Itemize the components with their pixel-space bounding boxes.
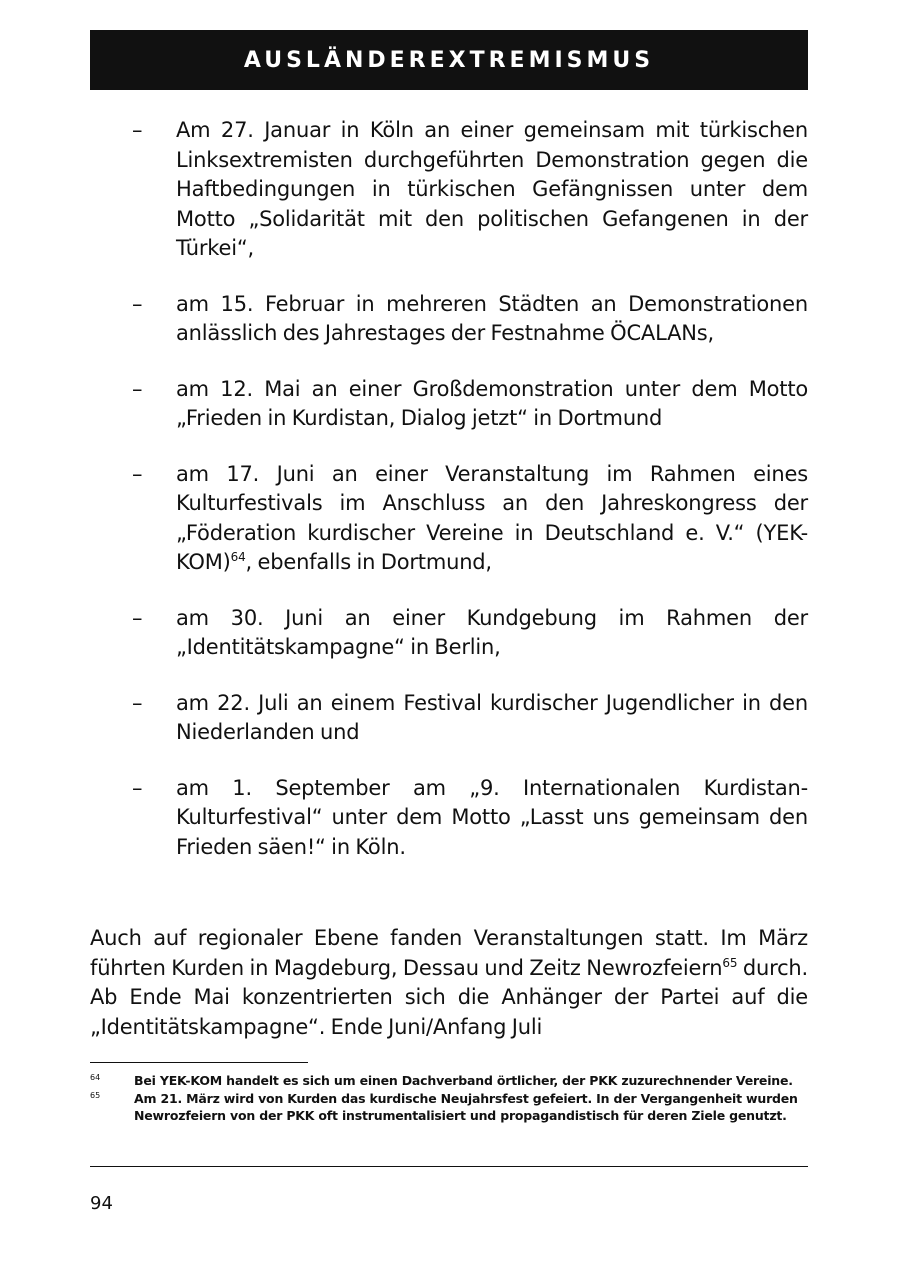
paragraph-text-main: Auch auf regionaler Ebene fanden Veranstaltungen statt. Im März führten Kurden in Magdeburg, Dessau und Zeitz Newrozfeiern (90, 926, 808, 980)
footnote-text: Bei YEK-KOM handelt es sich um einen Dachverband örtlicher, der PKK zuzurechnender Vereine. (134, 1073, 793, 1088)
list-item (90, 774, 808, 863)
list-dash: – (132, 376, 143, 401)
body-paragraph (90, 924, 808, 1042)
list-dash: – (132, 690, 143, 715)
list-item-text-main: am 17. Juni an einer Veranstaltung im Rahmen eines Kulturfestivals im Anschluss an den Jahreskongress der „Föderation kurdischer Vereine in Deutschland e. V.“ (YEK-KOM) (176, 461, 808, 574)
list-item-text: am 1. September am „9. Internationalen Kurdistan-Kulturfestival“ unter dem Motto „Lasst uns gemeinsam den Frieden säen!“ in Köln. (176, 775, 808, 859)
section-header (90, 30, 808, 90)
footnote-divider (90, 1062, 308, 1063)
footnote-text: Am 21. März wird von Kurden das kurdische Neujahrsfest gefeiert. In der Vergangenheit wurden Newrozfeiern von der PKK oft instrumentalisiert und propagandistisch für deren Ziele genutzt. (134, 1091, 798, 1123)
list-item (90, 604, 808, 663)
list-item-text: am 22. Juli an einem Festival kurdischer Jugendlicher in den Niederlanden und (176, 690, 808, 744)
list-item (90, 689, 808, 748)
section-title: AUSLÄNDEREXTREMISMUS (243, 47, 655, 73)
list-item-text: am 30. Juni an einer Kundgebung im Rahmen der „Identitätskampagne“ in Berlin, (176, 605, 808, 659)
list-item (90, 375, 808, 434)
list-dash: – (132, 291, 143, 316)
list-item-text-tail: , ebenfalls in Dortmund, (245, 550, 492, 574)
list-item-text: am 15. Februar in mehreren Städten an Demonstrationen anlässlich des Jahrestages der Festnahme ÖCALANs, (176, 291, 808, 345)
list-item-text: am 12. Mai an einer Großdemonstration unter dem Motto „Frieden in Kurdistan, Dialog jetzt“ in Dortmund (176, 376, 808, 430)
list-item (90, 116, 808, 264)
footnote-number: 64 (90, 1073, 101, 1082)
footnote-number: 65 (90, 1091, 101, 1100)
footnote-reference[interactable]: 65 (722, 955, 738, 970)
list-item (90, 290, 808, 349)
list-item (90, 460, 808, 578)
page-footer-divider (90, 1166, 808, 1167)
event-list (90, 116, 808, 888)
footnote (90, 1090, 808, 1124)
footnotes (90, 1072, 808, 1125)
footnote (90, 1072, 808, 1089)
list-item-text: Am 27. Januar in Köln an einer gemeinsam mit türkischen Linksextremisten durchgeführten Demonstration gegen die Haftbedingungen in türkischen Gefängnissen unter dem Motto „Solidarität mit den politischen Gefangenen in der Türkei“, (176, 118, 808, 260)
list-dash: – (132, 775, 143, 800)
paragraph-text-tail: durch. Ab Ende Mai konzentrierten sich die Anhänger der Partei auf die „Identitätskampagne“. Ende Juni/Anfang Juli (90, 955, 808, 1039)
footnote-reference[interactable]: 64 (230, 550, 246, 564)
list-dash: – (132, 605, 143, 630)
list-item-text (176, 460, 808, 578)
page-number: 94 (90, 1193, 113, 1214)
list-dash: – (132, 461, 143, 486)
list-dash: – (132, 118, 143, 142)
